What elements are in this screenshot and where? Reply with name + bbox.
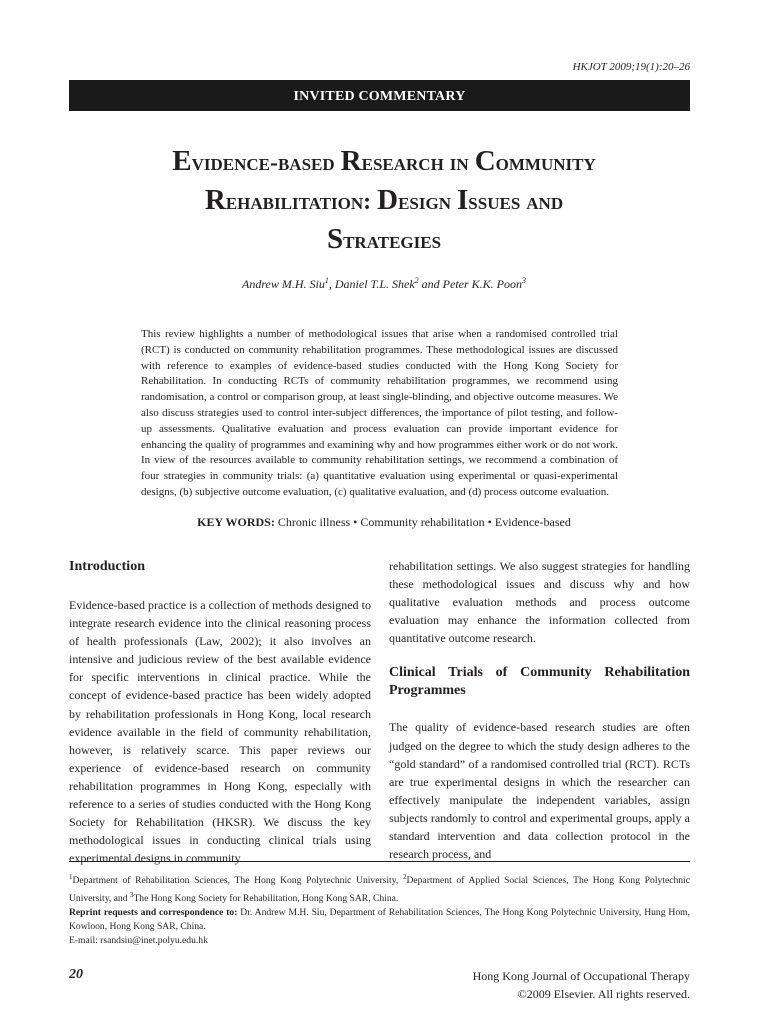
introduction-paragraph-continued: rehabilitation settings. We also suggest strategies for handling these methodological issues and discuss why and how qualitative evaluation methods and process outcome evaluation may enhance the information collected from quantitative outcome research. bbox=[389, 559, 690, 646]
author-name: Andrew M.H. Siu bbox=[242, 277, 325, 291]
author-affiliation-mark: 3 bbox=[522, 276, 526, 285]
journal-citation: HKJOT 2009;19(1):20–26 bbox=[572, 61, 690, 73]
title-line-2: Rehabilitation: Design Issues and bbox=[204, 184, 564, 216]
section-heading-clinical-trials: Clinical Trials of Community Rehabilitation Programmes bbox=[389, 665, 690, 699]
page-number: 20 bbox=[69, 967, 83, 982]
introduction-paragraph: Evidence-based practice is a collection of methods designed to integrate research evidence into the clinical reasoning process of health professionals (Law, 2002); it also involves an intensive and judicious review of the best available evidence for specific interventions in clinical practice. While the concept of evidence-based practice has been widely adopted by rehabilitation professionals in Hong Kong, local research evidence available in the field of community rehabilitation, however, is relatively scarce. This paper reviews our experience of evidence-based research on community rehabilitation programmes in Hong Kong, especially with reference to a series of studies conducted with the Hong Kong Society for Rehabilitation (HKSR). We discuss the key methodological issues in conducting clinical trials using experimental designs in community bbox=[69, 598, 371, 866]
title-line-1: Evidence-based Research in Community bbox=[172, 145, 596, 177]
email-address: E-mail: rsandsiu@inet.polyu.edu.hk bbox=[69, 935, 208, 947]
reprint-correspondence: Reprint requests and correspondence to: Dr. Andrew M.H. Siu, Department of Rehabilitation Sciences, The Hong Kong Polytechnic University, Hung Hom, Kowloon, Hong Kong SAR, China. bbox=[69, 907, 690, 933]
section-heading-introduction: Introduction bbox=[69, 559, 145, 574]
abstract: This review highlights a number of methodological issues that arise when a randomised controlled trial (RCT) is conducted on community rehabilitation programmes. These methodological issues are discussed with reference to examples of evidence-based studies conducted with the Hong Kong Society for Rehabilitation. In conducting RCTs of community rehabilitation programmes, we recommend using randomisation, a control or comparison group, at least single-blinding, and objective outcome measures. We also discuss strategies used to control inter-subject differences, the importance of pilot testing, and follow-up assessments. Qualitative evaluation and process evaluation can provide important evidence for enhancing the quality of programmes and examining why and how programmes either work or do not work. In view of the resources available to community rehabilitation settings, we recommend a combination of four strategies in community trials: (a) quantitative evaluation using experimental or quasi-experimental designs, (b) subjective outcome evaluation, (c) qualitative evaluation, and (d) process outcome evaluation. bbox=[141, 328, 618, 498]
author-list: Andrew M.H. Siu$^1$, Daniel T.L. Shek$^2$ and Peter K.K. Poon$^3$ bbox=[242, 276, 526, 291]
author-name: Daniel T.L. Shek bbox=[334, 277, 415, 291]
keywords bbox=[0, 515, 768, 530]
author-name: Peter K.K. Poon bbox=[442, 277, 522, 291]
journal-footer bbox=[473, 967, 690, 1003]
right-column bbox=[389, 557, 690, 863]
left-column bbox=[69, 558, 371, 867]
footnote-divider bbox=[69, 861, 690, 862]
section-banner: INVITED COMMENTARY bbox=[69, 80, 690, 111]
title-line-3: Strategies bbox=[326, 223, 442, 255]
footnotes bbox=[69, 870, 690, 948]
copyright-notice: ©2009 Elsevier. All rights reserved. bbox=[517, 987, 690, 1001]
author-affiliation-mark: 2 bbox=[414, 276, 419, 285]
keywords-list: Chronic illness • Community rehabilitation • Evidence-based bbox=[277, 515, 571, 529]
journal-name: Hong Kong Journal of Occupational Therapy bbox=[472, 969, 690, 983]
author-affiliation-mark: 1 bbox=[324, 276, 329, 285]
affiliations: $^1$Department of Rehabilitation Sciences, The Hong Kong Polytechnic University, $^2$Department of Applied Social Sciences, The Hong Kong Polytechnic University, and $^3$The Hong Kong Society for Rehabilitation, Hong Kong SAR, China. bbox=[69, 873, 690, 905]
clinical-trials-paragraph: The quality of evidence-based research studies are often judged on the degree to which the study design adheres to the “gold standard” of a randomised controlled trial (RCT). RCTs are true experimental designs in which the researcher can effectively manipulate the independent variables, assign subjects randomly to control and experimental groups, apply a standard intervention and data collection protocol in the research process, and bbox=[389, 720, 690, 862]
keywords-label: KEY WORDS: bbox=[197, 515, 275, 529]
article-title bbox=[60, 143, 708, 260]
